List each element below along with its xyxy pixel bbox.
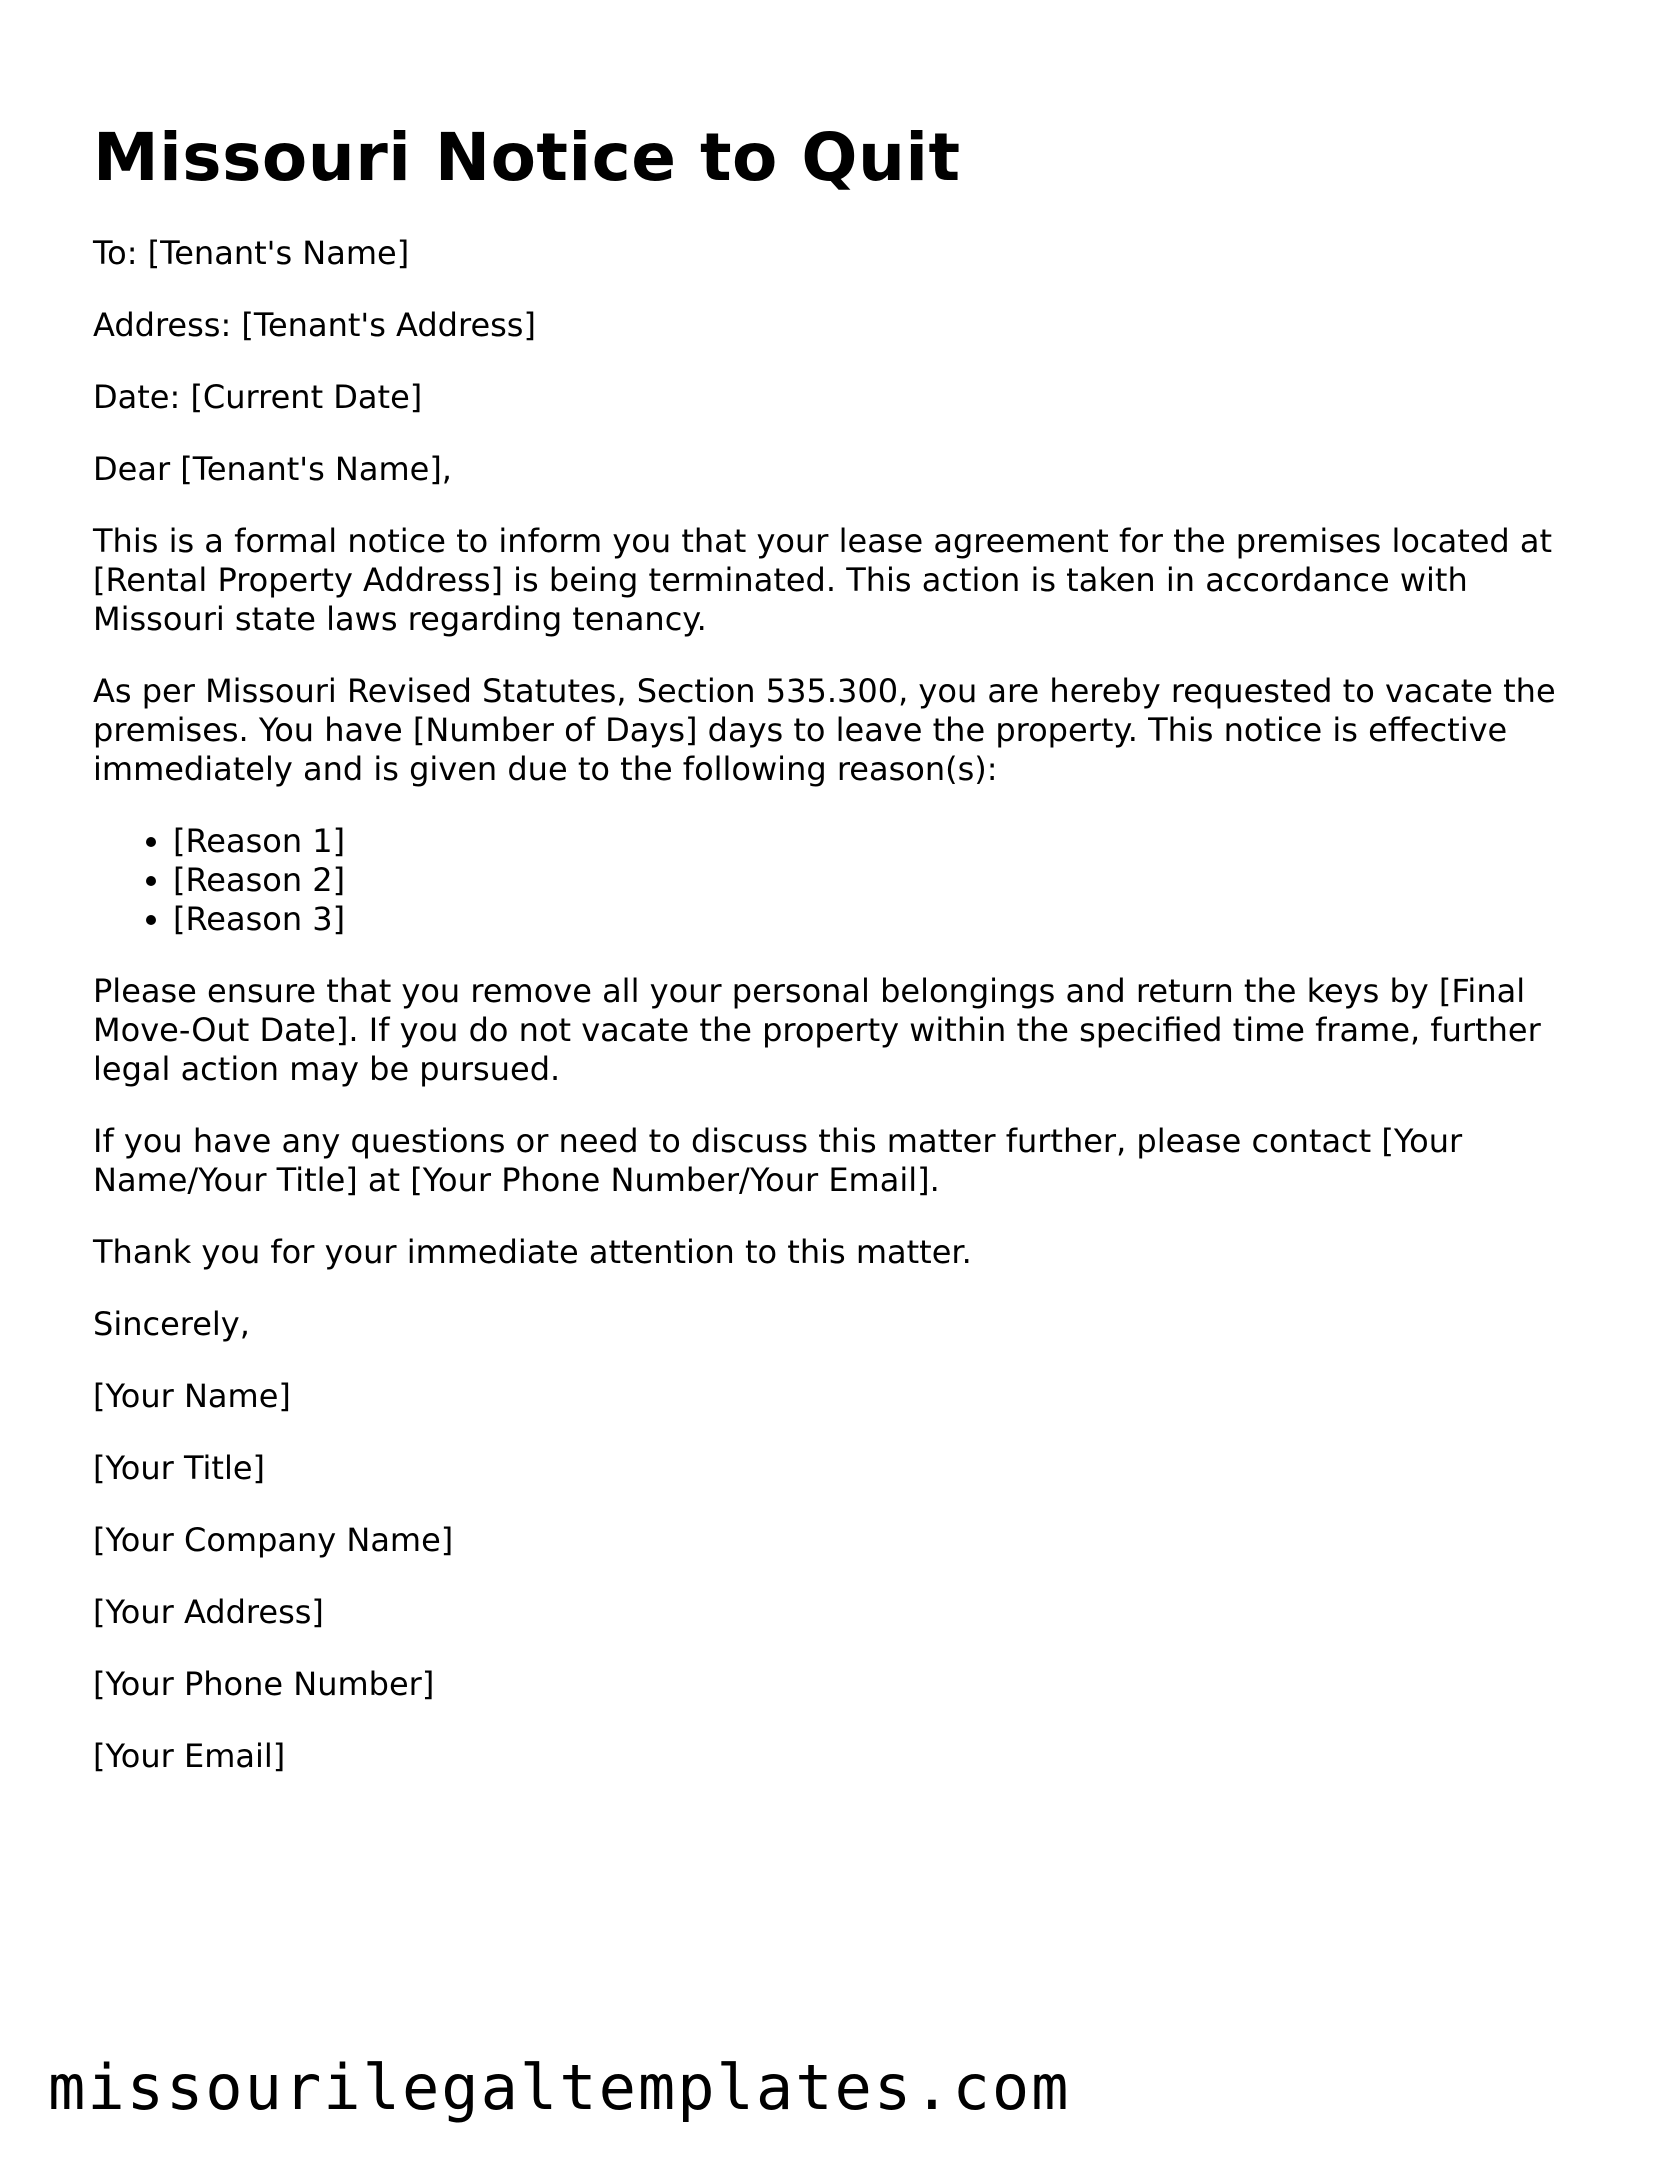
signature-name: [Your Name] [93, 1377, 291, 1415]
list-item: • [Reason 3] [173, 900, 1603, 939]
signature-title: [Your Title] [93, 1449, 266, 1487]
document-page [93, 0, 1603, 1809]
paragraph-move-out: Please ensure that you remove all your personal belongings and return the keys by [Final Move-Out Date]. If you do not vacate the property within the specified time frame, further legal action may be pursued. [93, 972, 1541, 1088]
recipient-line: To: [Tenant's Name] [93, 234, 410, 272]
list-item: • [Reason 2] [173, 861, 1603, 900]
document-title: Missouri Notice to Quit [93, 119, 961, 196]
signature-phone: [Your Phone Number] [93, 1665, 435, 1703]
reasons-list [93, 822, 1603, 939]
list-item: • [Reason 1] [173, 822, 1603, 861]
signature-address: [Your Address] [93, 1593, 324, 1631]
document-body [93, 234, 1603, 1776]
paragraph-statute: As per Missouri Revised Statutes, Section 535.300, you are hereby requested to vacate the premises. You have [Number of Days] days to leave the property. This notice is effective immediately and is given due to the following reason(s): [93, 672, 1556, 788]
date-line: Date: [Current Date] [93, 378, 423, 416]
paragraph-termination: This is a formal notice to inform you that your lease agreement for the premises located at [Rental Property Address] is being terminated. This action is taken in accordance with Missouri state laws regarding tenancy. [93, 522, 1553, 638]
closing-sincerely: Sincerely, [93, 1305, 250, 1343]
paragraph-contact: If you have any questions or need to discuss this matter further, please contact [Your Name/Your Title] at [Your Phone Number/Your Email]. [93, 1122, 1463, 1199]
site-watermark: missourilegaltemplates.com [48, 2051, 1071, 2124]
signature-email: [Your Email] [93, 1737, 286, 1775]
salutation: Dear [Tenant's Name], [93, 450, 452, 488]
paragraph-thanks: Thank you for your immediate attention to this matter. [93, 1233, 972, 1271]
signature-company: [Your Company Name] [93, 1521, 454, 1559]
address-line: Address: [Tenant's Address] [93, 306, 536, 344]
